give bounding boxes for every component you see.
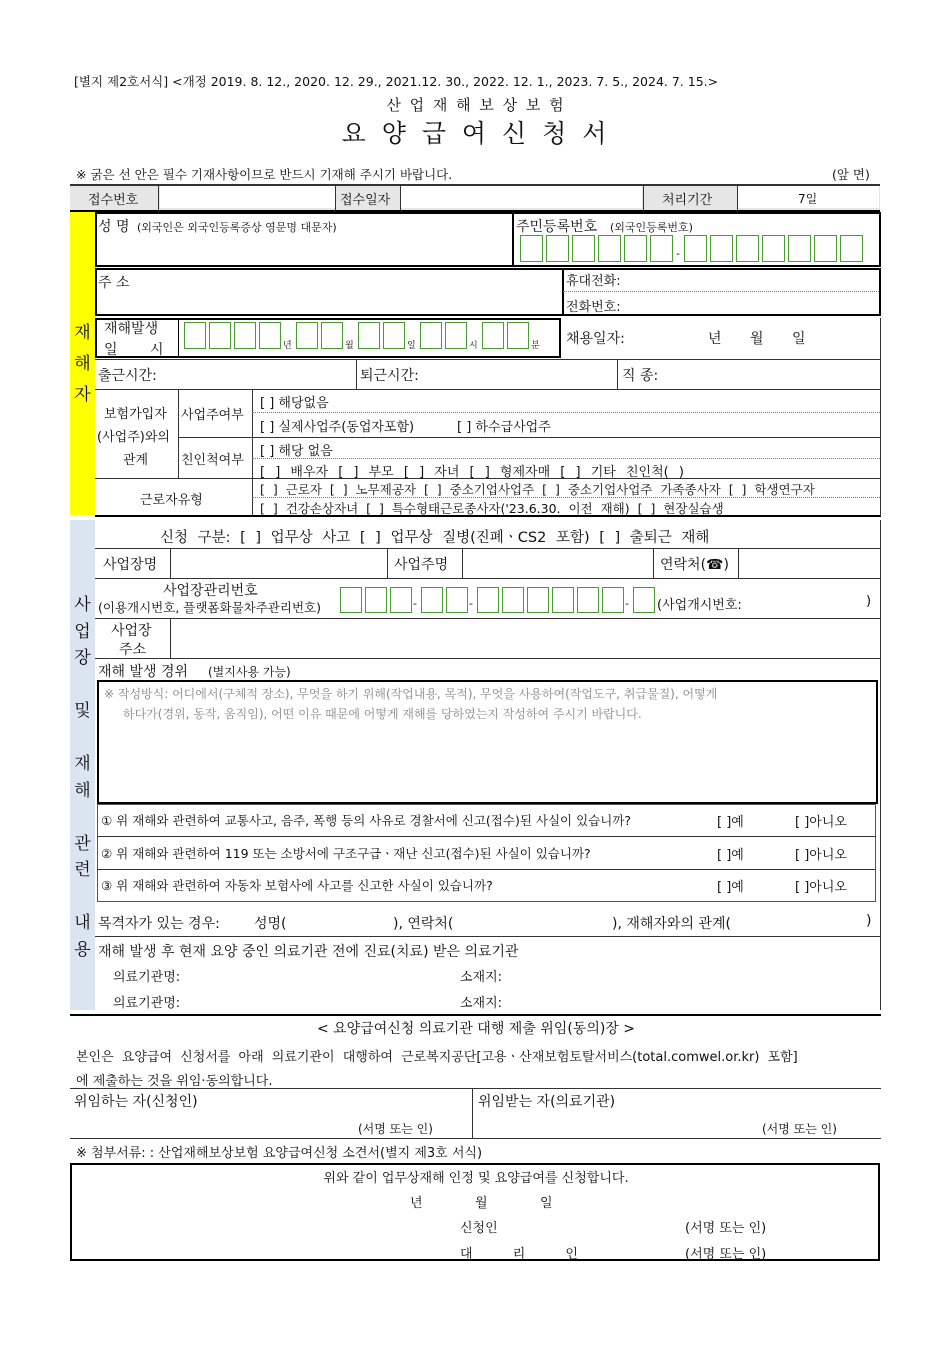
start-number-label: (사업개시번호: bbox=[657, 598, 742, 613]
rrn-dash: - bbox=[676, 247, 680, 260]
accident-datetime-box[interactable] bbox=[184, 322, 206, 349]
form-subtitle: 산 업 재 해 보 상 보 험 bbox=[386, 96, 566, 114]
agent-signature[interactable]: (서명 또는 인) bbox=[685, 1247, 767, 1262]
mgmt-number-box[interactable] bbox=[552, 587, 574, 613]
question-1: ① 위 재해와 관련하여 교통사고, 음주, 폭행 등의 사유로 경찰서에 신고(접수)된 사실이 있습니까? bbox=[101, 813, 631, 828]
closing-day: 일 bbox=[540, 1196, 553, 1211]
mgmt-number-box[interactable] bbox=[602, 587, 624, 613]
attachment-note: ※ 첨부서류: : 산업재해보상보험 요양급여신청 소견서(별지 제3호 서식) bbox=[76, 1146, 483, 1161]
biz-name-label: 사업장명 bbox=[103, 557, 158, 573]
delegation-body-1: 본인은 요양급여 신청서를 아래 의료기관이 대행하여 근로복지공단[고용ㆍ산재보험토탈서비스(total.comwel.or.kr) 포함] bbox=[76, 1050, 798, 1065]
workplace-section-char: 및 bbox=[74, 701, 91, 721]
mgmt-number-box[interactable] bbox=[365, 587, 387, 613]
address-label: 주 소 bbox=[98, 275, 130, 291]
biz-address-label-2: 주소 bbox=[119, 642, 147, 658]
delegator-signature[interactable]: (서명 또는 인) bbox=[358, 1122, 433, 1136]
workplace-section-label bbox=[70, 592, 95, 963]
rrn-digit-box[interactable] bbox=[788, 235, 811, 262]
rrn-digit-box[interactable] bbox=[684, 235, 707, 262]
hire-year-unit: 년 bbox=[708, 331, 722, 347]
hospital-name-label-2: 의료기관명: bbox=[113, 996, 181, 1011]
hospital-location-label-1: 소재지: bbox=[460, 970, 503, 985]
workplace-section-char bbox=[70, 804, 95, 831]
workplace-section-char bbox=[70, 725, 95, 752]
rrn-digit-box[interactable] bbox=[546, 235, 569, 262]
hire-day-unit: 일 bbox=[792, 331, 806, 347]
rrn-digit-box[interactable] bbox=[840, 235, 863, 262]
biz-address-input[interactable] bbox=[172, 620, 878, 656]
delegatee-label: 위임받는 자(의료기관) bbox=[478, 1094, 616, 1110]
workplace-section-char: 용 bbox=[74, 939, 91, 960]
mgmt-number-box[interactable] bbox=[340, 587, 362, 613]
q3-yes[interactable]: [ ]예 bbox=[717, 880, 744, 895]
delegation-title: < 요양급여신청 의료기관 대행 제출 위임(동의)장 > bbox=[316, 1021, 636, 1037]
mgmt-number-box[interactable] bbox=[502, 587, 524, 613]
accident-datetime-label-2: 일 시 bbox=[104, 342, 178, 358]
clock-out-label: 퇴근시간: bbox=[360, 368, 419, 384]
rrn-digit-box[interactable] bbox=[736, 235, 759, 262]
workplace-section-char: 업 bbox=[74, 621, 91, 642]
clock-in-label: 출근시간: bbox=[98, 368, 157, 384]
witness-contact-label: ), 연락처( bbox=[393, 916, 454, 932]
applicant-signature[interactable]: (서명 또는 인) bbox=[685, 1221, 767, 1236]
receipt-number-label: 접수번호 bbox=[88, 193, 139, 208]
accident-datetime-box[interactable] bbox=[234, 322, 256, 349]
rrn-note: (외국인등록번호) bbox=[610, 221, 693, 234]
applicant-label: 신청인 bbox=[460, 1221, 498, 1236]
employer-option-none[interactable]: [ ] 해당없음 bbox=[260, 396, 329, 411]
mgmt-number-box[interactable] bbox=[390, 587, 412, 613]
closing-month: 월 bbox=[475, 1196, 488, 1211]
employer-option-subcontract[interactable]: [ ] 하수급사업주 bbox=[457, 420, 551, 435]
biz-name-input[interactable] bbox=[172, 550, 384, 576]
relation-label-1: 보험가입자 bbox=[104, 407, 167, 422]
claim-type[interactable]: 신청 구분: [ ] 업무상 사고 [ ] 업무상 질병(진폐ㆍCS2 포함) [ ] 출퇴근 재해 bbox=[160, 530, 710, 546]
accident-datetime-unit: 일 bbox=[407, 341, 416, 351]
delegatee-signature[interactable]: (서명 또는 인) bbox=[762, 1122, 837, 1136]
workplace-section-char: 사 bbox=[74, 595, 91, 615]
address-input[interactable] bbox=[98, 290, 558, 314]
workplace-section-char bbox=[70, 672, 95, 699]
question-3: ③ 위 재해와 관련하여 자동차 보험사에 사고를 신고한 사실이 있습니까? bbox=[101, 878, 493, 893]
receipt-date-label: 접수일자 bbox=[340, 193, 391, 208]
form-title: 요 양 급 여 신 청 서 bbox=[341, 119, 611, 148]
worker-type-label: 근로자유형 bbox=[140, 493, 203, 508]
workplace-section-char: 관 bbox=[74, 833, 91, 854]
witness-relation-label: ), 재해자와의 관계( bbox=[612, 916, 731, 932]
start-number-close: ) bbox=[866, 594, 872, 609]
receipt-number-field[interactable] bbox=[160, 186, 335, 208]
phone-label: 전화번호: bbox=[566, 300, 621, 315]
accident-datetime-unit: 분 bbox=[531, 341, 540, 351]
processing-period-value: 7일 bbox=[798, 192, 818, 206]
accident-datetime-box[interactable] bbox=[383, 322, 405, 349]
rrn-digit-box[interactable] bbox=[572, 235, 595, 262]
kin-status-label: 친인척여부 bbox=[181, 453, 244, 468]
name-input[interactable] bbox=[100, 236, 505, 262]
accident-datetime-box[interactable] bbox=[321, 322, 343, 349]
workplace-section-char: 해 bbox=[74, 780, 91, 801]
prior-treatment-label: 재해 발생 후 현재 요양 중인 의료기관 전에 진료(치료) 받은 의료기관 bbox=[98, 944, 519, 960]
accident-story-guide-1: ※ 작성방식: 어디에서(구체적 장소), 무엇을 하기 위해(작업내용, 목적), 무엇을 사용하여(작업도구, 취급물질), 어떻게 bbox=[104, 687, 718, 701]
relation-label-2: (사업주)와의 bbox=[97, 430, 170, 445]
rrn-digit-box[interactable] bbox=[520, 235, 543, 262]
q2-no[interactable]: [ ]아니오 bbox=[795, 848, 847, 863]
accident-story-note: (별지사용 가능) bbox=[208, 665, 291, 679]
job-label: 직 종: bbox=[622, 368, 659, 384]
relation-label-3: 관계 bbox=[123, 453, 149, 468]
rrn-digit-box[interactable] bbox=[624, 235, 647, 262]
worker-type-options-1[interactable]: [ ] 근로자 [ ] 노무제공자 [ ] 중소기업사업주 [ ] 중소기업사업주 가족종사자 [ ] 학생연구자 bbox=[260, 482, 815, 497]
q1-no[interactable]: [ ]아니오 bbox=[795, 815, 847, 830]
accident-datetime-box[interactable] bbox=[296, 322, 318, 349]
mobile-label: 휴대전화: bbox=[566, 274, 621, 289]
worker-type-options-2[interactable]: [ ] 건강손상자녀 [ ] 특수형태근로종사자('23.6.30. 이전 재해) [ ] 현장실습생 bbox=[260, 501, 724, 516]
mgmt-number-dash: - bbox=[625, 597, 629, 610]
biz-address-label: 사업장 bbox=[111, 623, 152, 639]
accident-datetime-box[interactable] bbox=[482, 322, 504, 349]
q3-no[interactable]: [ ]아니오 bbox=[795, 880, 847, 895]
mgmt-number-box[interactable] bbox=[633, 587, 655, 613]
mgmt-number-box[interactable] bbox=[577, 587, 599, 613]
rrn-digit-box[interactable] bbox=[598, 235, 621, 262]
mgmt-number-label: 사업장관리번호 bbox=[163, 583, 258, 599]
workplace-section-char: 내 bbox=[74, 913, 91, 933]
witness-label: 목격자가 있는 경우: bbox=[98, 916, 220, 932]
employer-option-actual[interactable]: [ ] 실제사업주(동업자포함) bbox=[260, 420, 415, 435]
hire-month-unit: 월 bbox=[750, 331, 764, 347]
accident-datetime-box[interactable] bbox=[209, 322, 231, 349]
kin-option-list[interactable]: [ ] 배우자 [ ] 부모 [ ] 자녀 [ ] 형제자매 [ ] 기타 친인척( ) bbox=[260, 465, 684, 480]
closing-year: 년 bbox=[410, 1196, 423, 1211]
mgmt-number-box[interactable] bbox=[477, 587, 499, 613]
rrn-digit-box[interactable] bbox=[762, 235, 785, 262]
rrn-label: 주민등록번호 bbox=[516, 219, 598, 235]
page-side: (앞 면) bbox=[832, 167, 870, 182]
contact-input[interactable] bbox=[740, 550, 878, 576]
mgmt-number-box[interactable] bbox=[421, 587, 443, 613]
mgmt-number-dash: - bbox=[413, 597, 417, 610]
accident-datetime-box[interactable] bbox=[507, 322, 529, 349]
rrn-digit-box[interactable] bbox=[710, 235, 733, 262]
delegation-body-2: 에 제출하는 것을 위임·동의합니다. bbox=[76, 1074, 273, 1089]
owner-name-label: 사업주명 bbox=[394, 557, 449, 573]
receipt-date-field[interactable] bbox=[400, 186, 642, 208]
workplace-section-char: 장 bbox=[74, 648, 91, 668]
witness-name-label: 성명( bbox=[254, 916, 287, 932]
closing-statement: 위와 같이 업무상재해 인정 및 요양급여를 신청합니다. bbox=[323, 1171, 629, 1186]
required-notice: ※ 굵은 선 안은 필수 기재사항이므로 반드시 기재해 주시기 바랍니다. bbox=[76, 167, 453, 182]
agent-label: 대 리 인 bbox=[460, 1247, 596, 1262]
accident-datetime-unit: 월 bbox=[345, 341, 354, 351]
question-2: ② 위 재해와 관련하여 119 또는 소방서에 구조구급ㆍ재난 신고(접수)된 사실이 있습니까? bbox=[101, 846, 591, 861]
mgmt-number-box[interactable] bbox=[446, 587, 468, 613]
victim-section-label: 재 해 자 bbox=[74, 323, 91, 405]
form-reference: [별지 제2호서식] <개정 2019. 8. 12., 2020. 12. 29., 2021.12. 30., 2022. 12. 1., 2023. 7. 5., 2024. 7. 15.> bbox=[74, 74, 719, 89]
accident-story-guide-2: 하다가(경위, 동작, 움직임), 어떤 이유 때문에 어떻게 재해를 당하였는지 작성하여 주시기 바랍니다. bbox=[123, 707, 642, 721]
owner-name-input[interactable] bbox=[464, 550, 650, 576]
mgmt-number-dash: - bbox=[469, 597, 473, 610]
workplace-section-char: 재 bbox=[74, 754, 91, 774]
contact-label: 연락처(☎) bbox=[660, 557, 729, 573]
q1-yes[interactable]: [ ]예 bbox=[717, 815, 744, 830]
accident-datetime-unit: 년 bbox=[283, 341, 292, 351]
kin-option-none[interactable]: [ ] 해당 없음 bbox=[260, 444, 333, 459]
q2-yes[interactable]: [ ]예 bbox=[717, 848, 744, 863]
mgmt-number-box[interactable] bbox=[527, 587, 549, 613]
accident-datetime-box[interactable] bbox=[358, 322, 380, 349]
hire-date-label: 채용일자: bbox=[566, 331, 625, 347]
delegator-label: 위임하는 자(신청인) bbox=[74, 1094, 198, 1110]
accident-story-label: 재해 발생 경위 bbox=[98, 664, 189, 680]
mgmt-number-note: (이용개시번호, 플랫폼화물차주관리번호) bbox=[98, 600, 321, 615]
rrn-digit-box[interactable] bbox=[650, 235, 673, 262]
name-note: (외국인은 외국인등록증상 영문명 대문자) bbox=[137, 221, 337, 234]
hospital-location-label-2: 소재지: bbox=[460, 996, 503, 1011]
accident-datetime-unit: 시 bbox=[469, 341, 478, 351]
name-label: 성 명 bbox=[98, 219, 130, 235]
accident-datetime-box[interactable] bbox=[259, 322, 281, 349]
accident-datetime-box[interactable] bbox=[420, 322, 442, 349]
workplace-section-char bbox=[70, 884, 95, 911]
accident-datetime-label: 재해발생 bbox=[104, 321, 159, 337]
processing-period-label: 처리기간 bbox=[662, 193, 713, 208]
hospital-name-label-1: 의료기관명: bbox=[113, 970, 181, 985]
witness-close: ) bbox=[866, 913, 872, 929]
accident-datetime-box[interactable] bbox=[445, 322, 467, 349]
workplace-section-char: 련 bbox=[74, 860, 91, 880]
employer-status-label: 사업주여부 bbox=[181, 408, 244, 423]
rrn-digit-box[interactable] bbox=[814, 235, 837, 262]
